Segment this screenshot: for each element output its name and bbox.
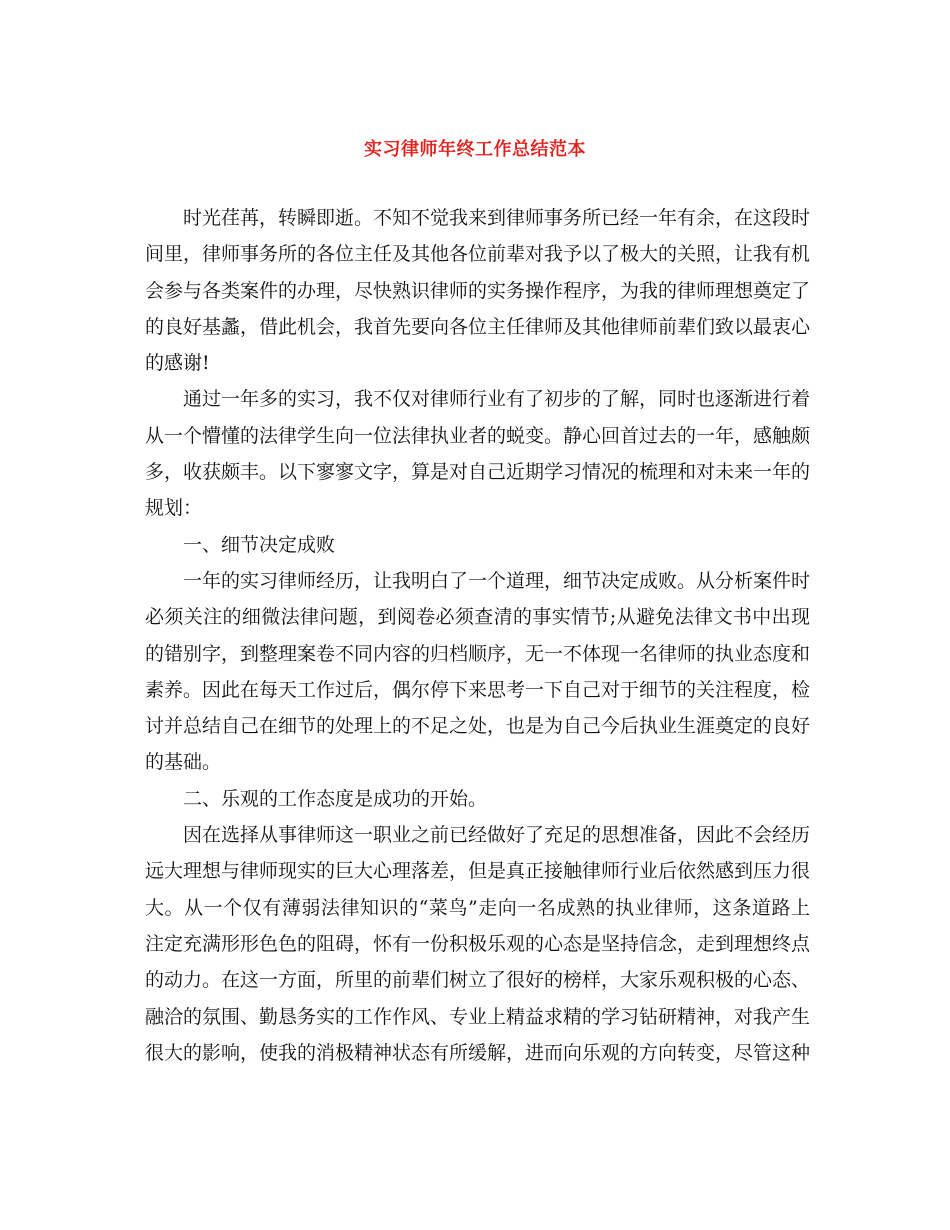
document-title: 实习律师年终工作总结范本 [364,139,586,160]
paragraph-overview: 通过一年多的实习，我不仅对律师行业有了初步的了解，同时也逐渐进行着从一个懵懂的法律学生向一位法律执业者的蜕变。静心回首过去的一年，感触颇多，收获颇丰。以下寥寥文字，算是对自己近期学习情况的梳理和对未来一年的规划： [145,388,811,520]
section-heading-2: 二、乐观的工作态度是成功的开始。 [183,787,488,810]
document-body [145,200,810,1071]
paragraph-details: 一年的实习律师经历，让我明白了一个道理，细节决定成败。从分析案件时必须关注的细微法律问题，到阅卷必须查清的事实情节;从避免法律文书中出现的错别字，到整理案卷不同内容的归档顺序，无一不体现一名律师的执业态度和素养。因此在每天工作过后，偶尔停下来思考一下自己对于细节的关注程度，检讨并总结自己在细节的处理上的不足之处，也是为自己今后执业生涯奠定的良好的基础。 [145,569,811,774]
paragraph-attitude: 因在选择从事律师这一职业之前已经做好了充足的思想准备，因此不会经历远大理想与律师现实的巨大心理落差，但是真正接触律师行业后依然感到压力很大。从一个仅有薄弱法律知识的“菜鸟”走向一名成熟的执业律师，这条道路上注定充满形形色色的阻碍，怀有一份积极乐观的心态是坚持信念，走到理想终点的动力。在这一方面，所里的前辈们树立了很好的榜样，大家乐观积极的心态、融洽的氛围、勤恳务实的工作作风、专业上精益求精的学习钻研精神，对我产生很大的影响，使我的消极精神状态有所缓解，进而向乐观的方向转变，尽管这种 [145,824,811,1064]
section-heading-1: 一、细节决定成败 [183,533,336,556]
paragraph-intro: 时光荏苒，转瞬即逝。不知不觉我来到律师事务所已经一年有余，在这段时间里，律师事务所的各位主任及其他各位前辈对我予以了极大的关照，让我有机会参与各类案件的办理，尽快熟识律师的实务操作程序，为我的律师理想奠定了的良好基蠡，借此机会，我首先要向各位主任律师及其他律师前辈们致以最衷心的感谢! [145,207,811,375]
